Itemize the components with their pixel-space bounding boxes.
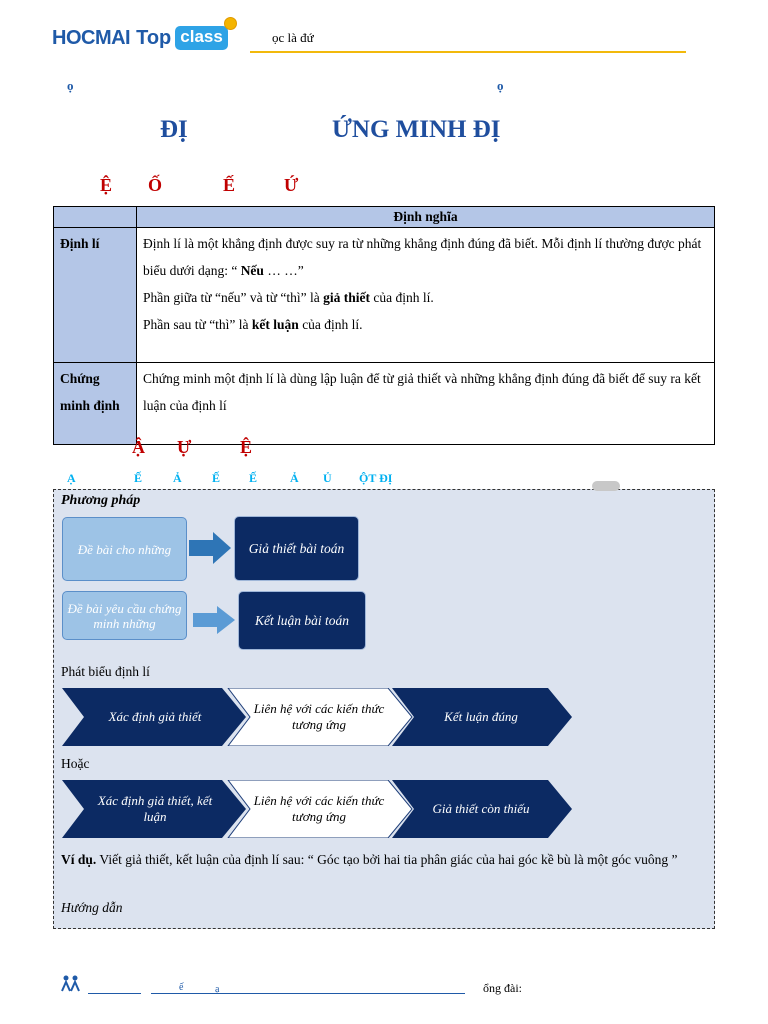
- example-text: Viết giả thiết, kết luận của định lí sau: “ Góc tạo bởi hai tia phân giác của hai góc kề bù là một góc vuông ”: [96, 852, 678, 867]
- subline-char3: Ả: [173, 471, 182, 485]
- flow1-step2-text: Liên hệ với các kiến thức tương ứng: [253, 701, 385, 732]
- row-label-chung-minh: Chứng minh định: [54, 363, 137, 445]
- arrow-right-icon: [193, 606, 235, 634]
- given-dark-text: Giả thiết bài toán: [248, 540, 345, 556]
- subline-char5: Ế: [249, 471, 258, 485]
- subline-char8: ỘT ĐỊ: [359, 471, 393, 485]
- logo-class-text: class: [180, 27, 223, 46]
- req-dark-box: [238, 591, 366, 650]
- footer-underline: [151, 993, 465, 994]
- row-label-dinh-li: Định lí: [54, 228, 137, 363]
- flow1-step1-text: Xác định giả thiết: [108, 709, 202, 724]
- logo-top-text: Top: [136, 26, 172, 49]
- statement-label: Phát biểu định lí: [61, 664, 150, 679]
- hocmai-topclass-logo[interactable]: [52, 22, 228, 54]
- flow1-step3-text: Kết luận đúng: [444, 709, 518, 724]
- given-light-text: Đề bài cho những: [77, 541, 172, 557]
- sun-icon: [224, 17, 237, 30]
- dinh-li-line3: Phần sau từ “thì” là kết luận của định lí.: [143, 317, 363, 332]
- section2-char1: Ậ: [132, 437, 145, 457]
- example-paragraph: [61, 846, 713, 873]
- arrow-right-icon: [189, 532, 231, 564]
- example-label: Ví dụ.: [61, 852, 97, 867]
- page-title-part1: ĐỊ: [160, 116, 188, 143]
- given-light-box: [62, 517, 187, 581]
- section2-char2: Ự: [177, 437, 192, 457]
- given-dark-box: [234, 516, 359, 581]
- table-header-empty-cell: [54, 207, 137, 228]
- flow2-step1-text: Xác định giả thiết, kết luận: [97, 793, 213, 824]
- method-title: Phương pháp: [61, 493, 141, 508]
- header-mark-left: ọ: [67, 78, 74, 93]
- req-light-box: [62, 591, 187, 640]
- subline-char7: Ủ: [323, 471, 332, 485]
- dinh-li-line2: Phần giữa từ “nếu” và từ “thì” là giả thiết của định lí.: [143, 290, 434, 305]
- guide-label: Hướng dẫn: [61, 900, 123, 915]
- flow2-step3-text: Giả thiết còn thiếu: [432, 801, 530, 816]
- footer-char-b: ạ: [215, 984, 220, 995]
- footer-char-a: ế: [179, 982, 184, 993]
- section2-char3: Ệ: [240, 437, 253, 457]
- header-text: ọc là đứ: [272, 30, 314, 45]
- people-icon: [60, 975, 82, 993]
- section1-char1: Ệ: [100, 175, 113, 195]
- req-light-text: Đề bài yêu cầu chứng minh những: [67, 600, 182, 631]
- subline-char2: Ế: [134, 471, 143, 485]
- subline-char1: Ạ: [67, 471, 76, 485]
- definition-table: [53, 206, 715, 445]
- footer-underline: [88, 993, 141, 994]
- row-content-dinh-li: [137, 228, 715, 363]
- logo-class-badge: [175, 26, 228, 50]
- table-header-cell: Định nghĩa: [137, 207, 715, 228]
- logo-hocmai-text: HOCMAI: [52, 26, 131, 49]
- subline-char6: Ả: [290, 471, 299, 485]
- req-dark-text: Kết luận bài toán: [254, 612, 350, 628]
- row-content-chung-minh: Chứng minh một định lí là dùng lập luận để từ giả thiết và những khẳng định đúng đã biết để suy ra kết luận của định lí: [137, 363, 715, 445]
- flow2-step2-text: Liên hệ với các kiến thức tương ứng: [253, 793, 385, 824]
- subline-char4: Ế: [212, 471, 221, 485]
- page-title-part2: ỨNG MINH ĐỊ: [332, 116, 501, 143]
- or-label: Hoặc: [61, 756, 90, 771]
- header-mark-right: ọ: [497, 78, 504, 93]
- table-row: [54, 228, 715, 363]
- table-header-row: [54, 207, 715, 228]
- dinh-li-line1: Định lí là một khẳng định được suy ra từ những khẳng định đúng đã biết. Mỗi định lí thường được phát biểu dưới dạng: “ Nếu … …”: [143, 236, 702, 278]
- table-row: [54, 363, 715, 445]
- header-divider: [250, 51, 686, 53]
- cloud-icon: [592, 481, 620, 491]
- section1-char4: Ứ: [284, 175, 299, 195]
- section1-char2: Ố: [148, 175, 163, 195]
- section1-char3: Ế: [223, 175, 236, 195]
- footer-hotline-label: ổng đài:: [483, 981, 522, 995]
